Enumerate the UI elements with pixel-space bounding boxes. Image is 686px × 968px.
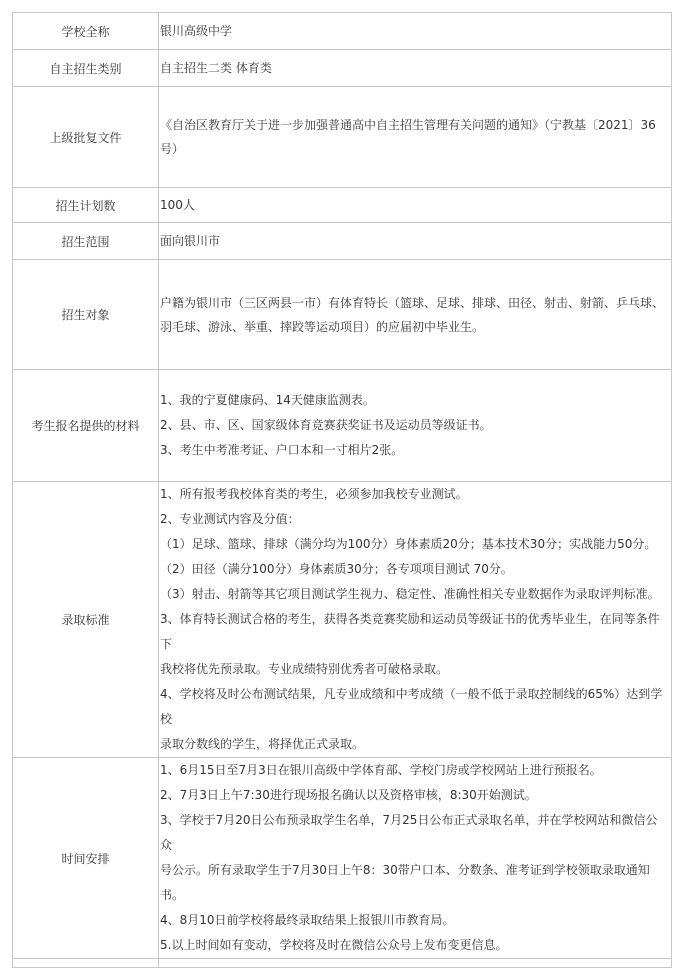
list-item: （3）射击、射箭等其它项目测试学生视力、稳定性、准确性相关专业数据作为录取评判标准。 bbox=[160, 587, 660, 601]
list-item: 号公示。所有录取学生于7月30日上午8：30带户口本、分数条、准考证到学校领取录取通知书。 bbox=[160, 863, 650, 902]
list-item: 3、考生中考准考证、户口本和一寸相片2张。 bbox=[160, 443, 404, 457]
row-label-materials: 考生报名提供的材料 bbox=[13, 370, 159, 482]
table-row bbox=[13, 87, 672, 188]
row-value-school-name bbox=[159, 13, 672, 50]
empty-cell bbox=[13, 959, 159, 968]
table-row bbox=[13, 959, 672, 968]
materials-list bbox=[159, 388, 671, 463]
empty-cell bbox=[159, 959, 672, 968]
table-row bbox=[13, 260, 672, 370]
row-value-target bbox=[159, 260, 672, 370]
list-item: 1、我的宁夏健康码、14天健康监测表。 bbox=[160, 393, 375, 407]
table-row bbox=[13, 50, 672, 87]
table-row bbox=[13, 188, 672, 223]
list-item: 4、8月10日前学校将最终录取结果上报银川市教育局。 bbox=[160, 913, 455, 927]
row-label-target: 招生对象 bbox=[13, 260, 159, 370]
row-label-approval-doc: 上级批复文件 bbox=[13, 87, 159, 188]
schedule-list bbox=[159, 758, 671, 958]
list-item: 5.以上时间如有变动，学校将及时在微信公众号上发布变更信息。 bbox=[160, 938, 508, 952]
row-label-category: 自主招生类别 bbox=[13, 50, 159, 87]
list-item: 我校将优先预录取。专业成绩特别优秀者可破格录取。 bbox=[160, 662, 449, 676]
row-label-schedule: 时间安排 bbox=[13, 758, 159, 959]
row-label-plan-count: 招生计划数 bbox=[13, 188, 159, 223]
list-item: 3、体育特长测试合格的考生，获得各类竞赛奖励和运动员等级证书的优秀毕业生，在同等条件下 bbox=[160, 612, 660, 651]
target-text: 户籍为银川市（三区两县一市）有体育特长（篮球、足球、排球、田径、射击、射箭、乒乓球、羽毛球、游泳、举重、摔跤等运动项目）的应届初中毕业生。 bbox=[160, 295, 665, 334]
admission-list bbox=[159, 482, 671, 757]
list-item: （1）足球、篮球、排球（满分均为100分）身体素质20分；基本技术30分；实战能力50分。 bbox=[160, 537, 657, 551]
table-row bbox=[13, 370, 672, 482]
admission-info-table bbox=[12, 12, 672, 968]
list-item: 2、专业测试内容及分值： bbox=[160, 512, 300, 526]
school-name-text: 银川高级中学 bbox=[160, 24, 233, 38]
table-row bbox=[13, 482, 672, 758]
list-item: 录取分数线的学生，将择优正式录取。 bbox=[160, 737, 365, 751]
row-label-scope: 招生范围 bbox=[13, 223, 159, 260]
list-item: （2）田径（满分100分）身体素质30分；各专项项目测试 70分。 bbox=[160, 562, 513, 576]
row-value-materials bbox=[159, 370, 672, 482]
list-item: 2、县、市、区、国家级体育竞赛获奖证书及运动员等级证书。 bbox=[160, 418, 492, 432]
plan-count-text: 100人 bbox=[160, 198, 195, 212]
table-row bbox=[13, 13, 672, 50]
scope-text: 面向银川市 bbox=[160, 234, 221, 248]
list-item: 1、6月15日至7月3日在银川高级中学体育部、学校门房或学校网站上进行预报名。 bbox=[160, 763, 602, 777]
row-value-scope bbox=[159, 223, 672, 260]
list-item: 3、学校于7月20日公布预录取学生名单，7月25日公布正式录取名单，并在学校网站和微信公众 bbox=[160, 813, 658, 852]
row-value-schedule bbox=[159, 758, 672, 959]
table-row bbox=[13, 758, 672, 959]
row-value-admission bbox=[159, 482, 672, 758]
row-value-plan-count bbox=[159, 188, 672, 223]
approval-doc-text: 《自治区教育厅关于进一步加强普通高中自主招生管理有关问题的通知》（宁教基〔2021〕36号） bbox=[160, 118, 656, 156]
list-item: 4、学校将及时公布测试结果，凡专业成绩和中考成绩（一般不低于录取控制线的65%）达到学校 bbox=[160, 687, 663, 726]
row-value-approval-doc bbox=[159, 87, 672, 188]
category-text: 自主招生二类 体育类 bbox=[160, 61, 272, 75]
list-item: 1、所有报考我校体育类的考生，必须参加我校专业测试。 bbox=[160, 487, 468, 501]
list-item: 2、7月3日上午7:30进行现场报名确认以及资格审核，8:30开始测试。 bbox=[160, 788, 537, 802]
row-value-category bbox=[159, 50, 672, 87]
row-label-admission: 录取标准 bbox=[13, 482, 159, 758]
row-label-school-name: 学校全称 bbox=[13, 13, 159, 50]
table-row bbox=[13, 223, 672, 260]
